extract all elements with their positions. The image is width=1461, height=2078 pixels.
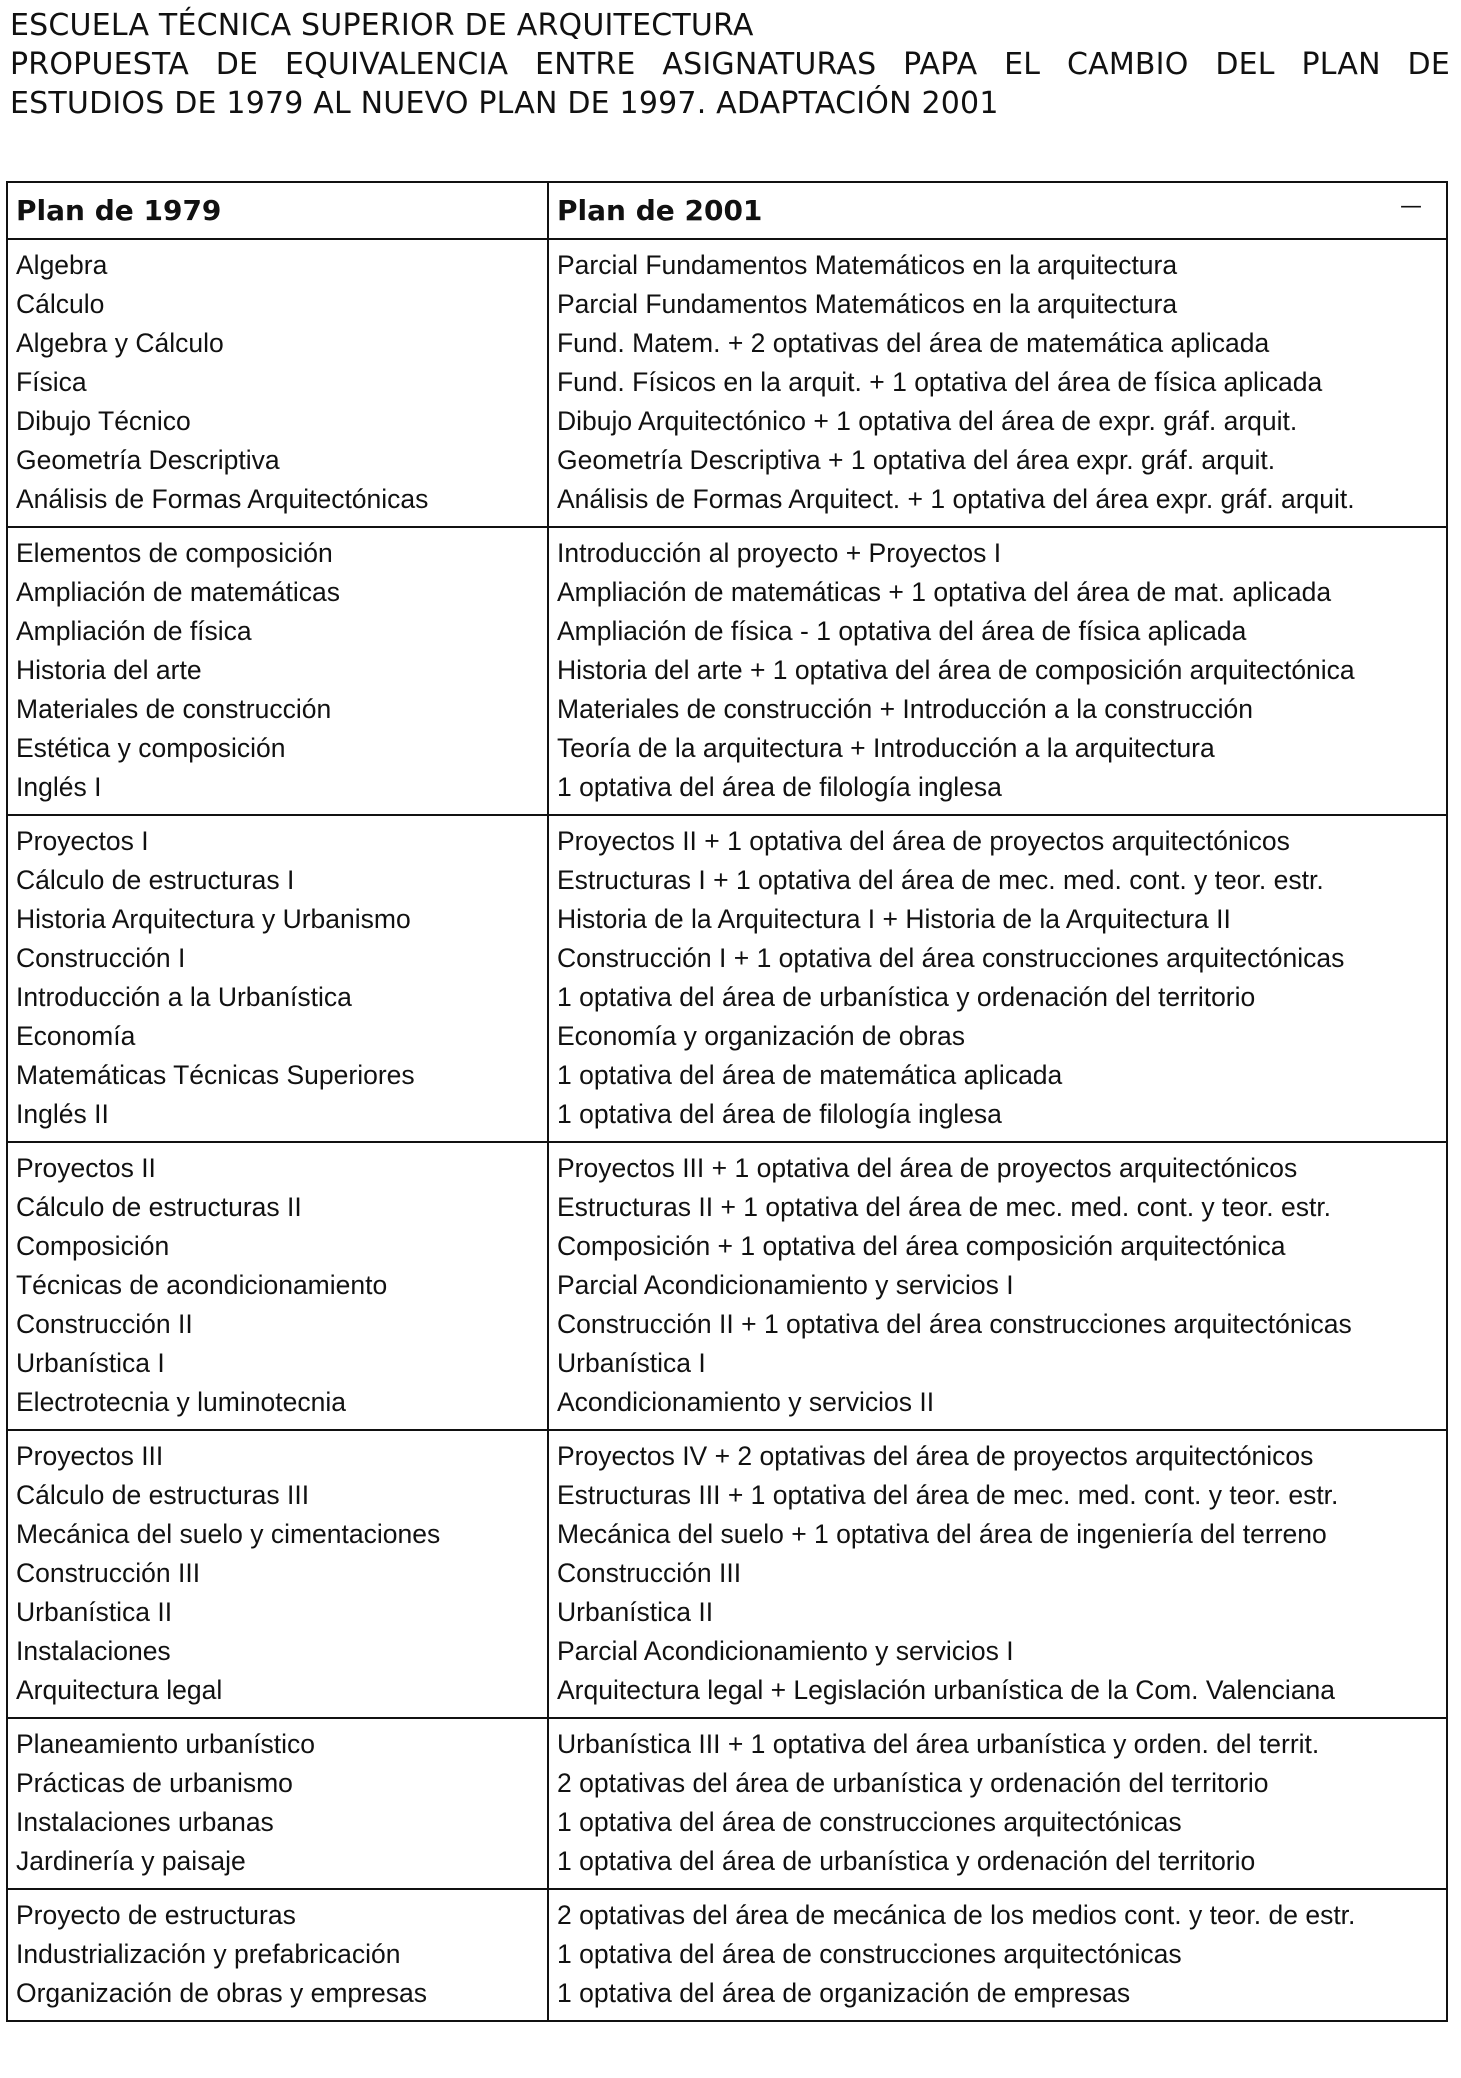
subject-2001: Proyectos IV + 2 optativas del área de proyectos arquitectónicos bbox=[557, 1441, 1314, 1471]
subject-1979: Análisis de Formas Arquitectónicas bbox=[16, 484, 429, 514]
subject-2001: Teoría de la arquitectura + Introducción a la arquitectura bbox=[557, 733, 1215, 763]
subject-1979: Urbanística II bbox=[16, 1597, 173, 1627]
subject-2001: Ampliación de matemáticas + 1 optativa del área de mat. aplicada bbox=[557, 577, 1332, 607]
plan-2001-cell bbox=[548, 527, 1447, 815]
subject-1979: Estética y composición bbox=[16, 733, 286, 763]
subject-1979: Proyectos III bbox=[16, 1441, 164, 1471]
table-row bbox=[7, 1142, 1447, 1430]
subject-1979: Construcción III bbox=[16, 1558, 201, 1588]
plan-2001-cell bbox=[548, 239, 1447, 527]
subject-1979: Algebra bbox=[16, 250, 108, 280]
subject-2001: 1 optativa del área de matemática aplicada bbox=[557, 1060, 1063, 1090]
plan-1979-cell bbox=[7, 527, 548, 815]
subject-1979: Historia del arte bbox=[16, 655, 202, 685]
subject-2001: Economía y organización de obras bbox=[557, 1021, 966, 1051]
subject-2001: 1 optativa del área de construcciones arquitectónicas bbox=[557, 1807, 1182, 1837]
table-row bbox=[7, 1718, 1447, 1889]
subject-1979: Proyectos I bbox=[16, 826, 149, 856]
plan-2001-cell bbox=[548, 815, 1447, 1142]
subject-1979: Economía bbox=[16, 1021, 136, 1051]
subject-1979: Introducción a la Urbanística bbox=[16, 982, 352, 1012]
subject-2001: Introducción al proyecto + Proyectos I bbox=[557, 538, 1002, 568]
subject-1979: Física bbox=[16, 367, 87, 397]
column-header-plan-2001-label: Plan de 2001 bbox=[557, 194, 763, 227]
subject-1979: Matemáticas Técnicas Superiores bbox=[16, 1060, 415, 1090]
subject-1979: Instalaciones urbanas bbox=[16, 1807, 274, 1837]
subject-2001: Acondicionamiento y servicios II bbox=[557, 1387, 935, 1417]
plan-2001-cell bbox=[548, 1430, 1447, 1718]
subject-2001: Estructuras III + 1 optativa del área de mec. med. cont. y teor. estr. bbox=[557, 1480, 1339, 1510]
subject-1979: Electrotecnia y luminotecnia bbox=[16, 1387, 346, 1417]
subject-2001: Urbanística II bbox=[557, 1597, 714, 1627]
subject-1979: Algebra y Cálculo bbox=[16, 328, 224, 358]
subject-1979: Inglés II bbox=[16, 1099, 109, 1129]
plan-2001-cell bbox=[548, 1718, 1447, 1889]
subject-1979: Cálculo de estructuras III bbox=[16, 1480, 310, 1510]
subject-1979: Industrialización y prefabricación bbox=[16, 1939, 401, 1969]
subject-2001: Historia de la Arquitectura I + Historia de la Arquitectura II bbox=[557, 904, 1231, 934]
plan-2001-cell bbox=[548, 1142, 1447, 1430]
subject-2001: 2 optativas del área de mecánica de los medios cont. y teor. de estr. bbox=[557, 1900, 1356, 1930]
subject-1979: Organización de obras y empresas bbox=[16, 1978, 427, 2008]
subject-1979: Historia Arquitectura y Urbanismo bbox=[16, 904, 411, 934]
table-row bbox=[7, 1430, 1447, 1718]
subject-2001: Historia del arte + 1 optativa del área de composición arquitectónica bbox=[557, 655, 1355, 685]
subject-2001: Estructuras I + 1 optativa del área de mec. med. cont. y teor. estr. bbox=[557, 865, 1324, 895]
column-header-plan-1979-label: Plan de 1979 bbox=[16, 194, 222, 227]
subject-2001: 1 optativa del área de organización de empresas bbox=[557, 1978, 1131, 2008]
table-row bbox=[7, 815, 1447, 1142]
subject-2001: Construcción II + 1 optativa del área construcciones arquitectónicas bbox=[557, 1309, 1352, 1339]
plan-1979-cell bbox=[7, 1430, 548, 1718]
subject-2001: 1 optativa del área de urbanística y ordenación del territorio bbox=[557, 1846, 1256, 1876]
subject-1979: Dibujo Técnico bbox=[16, 406, 191, 436]
subject-2001: Ampliación de física - 1 optativa del área de física aplicada bbox=[557, 616, 1247, 646]
subject-2001: Mecánica del suelo + 1 optativa del área de ingeniería del terreno bbox=[557, 1519, 1327, 1549]
subject-1979: Materiales de construcción bbox=[16, 694, 332, 724]
subject-1979: Planeamiento urbanístico bbox=[16, 1729, 316, 1759]
header-dash-mark: — bbox=[1400, 194, 1422, 219]
subject-1979: Urbanística I bbox=[16, 1348, 165, 1378]
subject-2001: Materiales de construcción + Introducción a la construcción bbox=[557, 694, 1253, 724]
subject-1979: Cálculo bbox=[16, 289, 105, 319]
subject-1979: Mecánica del suelo y cimentaciones bbox=[16, 1519, 441, 1549]
subject-2001: 1 optativa del área de filología inglesa bbox=[557, 1099, 1002, 1129]
plan-2001-cell bbox=[548, 1889, 1447, 2021]
subject-2001: Construcción III bbox=[557, 1558, 742, 1588]
subject-1979: Prácticas de urbanismo bbox=[16, 1768, 293, 1798]
table-row bbox=[7, 1889, 1447, 2021]
plan-1979-cell bbox=[7, 1142, 548, 1430]
subject-1979: Composición bbox=[16, 1231, 170, 1261]
header-title-line-2: ESTUDIOS DE 1979 AL NUEVO PLAN DE 1997. ADAPTACIÓN 2001 bbox=[10, 86, 999, 121]
subject-1979: Técnicas de acondicionamiento bbox=[16, 1270, 388, 1300]
column-header-plan-1979 bbox=[7, 182, 548, 239]
plan-1979-cell bbox=[7, 239, 548, 527]
plan-1979-cell bbox=[7, 815, 548, 1142]
subject-2001: Estructuras II + 1 optativa del área de mec. med. cont. y teor. estr. bbox=[557, 1192, 1332, 1222]
table-body bbox=[7, 239, 1447, 2021]
subject-1979: Cálculo de estructuras II bbox=[16, 1192, 302, 1222]
table-row bbox=[7, 527, 1447, 815]
subject-1979: Construcción I bbox=[16, 943, 186, 973]
subject-1979: Cálculo de estructuras I bbox=[16, 865, 295, 895]
subject-2001: 1 optativa del área de filología inglesa bbox=[557, 772, 1002, 802]
subject-1979: Ampliación de física bbox=[16, 616, 252, 646]
subject-1979: Inglés I bbox=[16, 772, 102, 802]
document-header bbox=[10, 6, 1450, 123]
subject-1979: Instalaciones bbox=[16, 1636, 171, 1666]
subject-1979: Proyectos II bbox=[16, 1153, 156, 1183]
subject-2001: Parcial Fundamentos Matemáticos en la arquitectura bbox=[557, 250, 1178, 280]
subject-2001: Urbanística III + 1 optativa del área urbanística y orden. del territ. bbox=[557, 1729, 1320, 1759]
subject-2001: 1 optativa del área de urbanística y ordenación del territorio bbox=[557, 982, 1256, 1012]
subject-1979: Jardinería y paisaje bbox=[16, 1846, 246, 1876]
table-header-row bbox=[7, 182, 1447, 239]
subject-2001: Análisis de Formas Arquitect. + 1 optativa del área expr. gráf. arquit. bbox=[557, 484, 1355, 514]
subject-2001: Fund. Matem. + 2 optativas del área de matemática aplicada bbox=[557, 328, 1270, 358]
subject-2001: Parcial Fundamentos Matemáticos en la arquitectura bbox=[557, 289, 1178, 319]
subject-2001: 2 optativas del área de urbanística y ordenación del territorio bbox=[557, 1768, 1269, 1798]
subject-1979: Ampliación de matemáticas bbox=[16, 577, 341, 607]
subject-2001: Proyectos III + 1 optativa del área de proyectos arquitectónicos bbox=[557, 1153, 1298, 1183]
subject-1979: Geometría Descriptiva bbox=[16, 445, 280, 475]
subject-1979: Elementos de composición bbox=[16, 538, 333, 568]
table-row bbox=[7, 239, 1447, 527]
subject-2001: Parcial Acondicionamiento y servicios I bbox=[557, 1636, 1014, 1666]
column-header-plan-2001 bbox=[548, 182, 1447, 239]
subject-2001: Urbanística I bbox=[557, 1348, 706, 1378]
header-title-line-1: PROPUESTA DE EQUIVALENCIA ENTRE ASIGNATURAS PAPA EL CAMBIO DEL PLAN DE bbox=[10, 47, 1450, 82]
subject-2001: Arquitectura legal + Legislación urbanística de la Com. Valenciana bbox=[557, 1675, 1336, 1705]
subject-1979: Arquitectura legal bbox=[16, 1675, 223, 1705]
plan-1979-cell bbox=[7, 1718, 548, 1889]
equivalence-table bbox=[6, 181, 1448, 2022]
subject-2001: Construcción I + 1 optativa del área construcciones arquitectónicas bbox=[557, 943, 1345, 973]
plan-1979-cell bbox=[7, 1889, 548, 2021]
subject-2001: Dibujo Arquitectónico + 1 optativa del área de expr. gráf. arquit. bbox=[557, 406, 1298, 436]
subject-2001: Composición + 1 optativa del área composición arquitectónica bbox=[557, 1231, 1286, 1261]
subject-2001: Parcial Acondicionamiento y servicios I bbox=[557, 1270, 1014, 1300]
subject-2001: Fund. Físicos en la arquit. + 1 optativa del área de física aplicada bbox=[557, 367, 1323, 397]
subject-1979: Proyecto de estructuras bbox=[16, 1900, 296, 1930]
header-school-name: ESCUELA TÉCNICA SUPERIOR DE ARQUITECTURA bbox=[10, 8, 754, 43]
subject-1979: Construcción II bbox=[16, 1309, 193, 1339]
subject-2001: Proyectos II + 1 optativa del área de proyectos arquitectónicos bbox=[557, 826, 1290, 856]
subject-2001: 1 optativa del área de construcciones arquitectónicas bbox=[557, 1939, 1182, 1969]
subject-2001: Geometría Descriptiva + 1 optativa del área expr. gráf. arquit. bbox=[557, 445, 1276, 475]
